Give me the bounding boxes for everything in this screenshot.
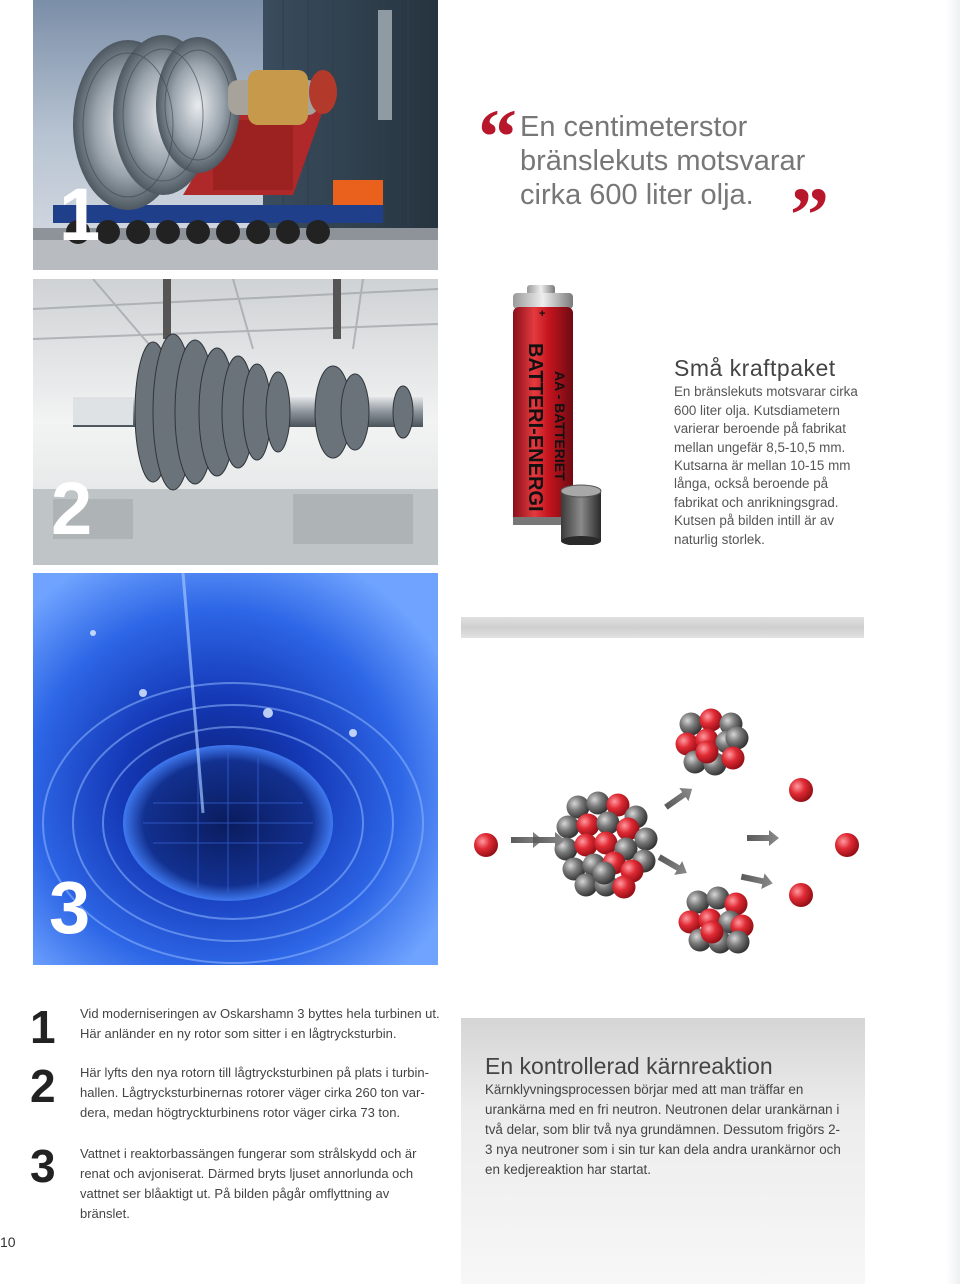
photo-number-1: 1 [59, 173, 101, 256]
caption-number-1: 1 [30, 1001, 56, 1053]
uranium-nucleus-particle [597, 812, 620, 835]
page-number: 10 [0, 1234, 16, 1250]
released-neutron [789, 778, 813, 802]
arrow-release [747, 830, 779, 846]
turbine-rotor-photo [33, 279, 438, 565]
small-power-section [674, 356, 874, 549]
caption-number-3: 3 [30, 1140, 56, 1192]
battery-plus: + [539, 308, 546, 320]
divider-bar [461, 617, 864, 638]
controlled-reaction-box [461, 1018, 865, 1284]
fission-product-top-particle [696, 741, 719, 764]
reactor-pool-photo [33, 573, 438, 965]
photo-number-2: 2 [51, 467, 93, 550]
uranium-nucleus-particle [575, 834, 598, 857]
uranium-nucleus-particle [577, 814, 600, 837]
arrow-to-bottom-fragment [655, 850, 691, 880]
battery-illustration [505, 285, 615, 545]
uranium-nucleus-particle [613, 876, 636, 899]
battery-icon [505, 285, 615, 545]
open-quote-mark: “ [478, 93, 517, 180]
released-neutron [835, 833, 859, 857]
caption-text-2: Här lyfts den nya rotorn till lågtrycksturbinen på plats i turbinhallen. Lågtrycksturbinernas rotorer väger cirka 260 ton vardera, medan högtryckturbinens rotor väger cirka 73 ton. [80, 1065, 430, 1120]
fission-diagram [461, 690, 881, 970]
caption-text-3: Vattnet i reaktorbassängen fungerar som strålskydd och är renat och avjoniserat. Därmed bryts ljuset annorlunda och vattnet ser blåaktigt ut. På bilden pågår omflyttning av bränslet. [80, 1146, 417, 1221]
incoming-neutron [474, 833, 498, 857]
uranium-nucleus-particle [587, 792, 610, 815]
fission-product-bottom-particle [727, 931, 750, 954]
caption-number-2: 2 [30, 1060, 56, 1112]
fission-product-top-particle [722, 747, 745, 770]
fission-product-top-particle [726, 727, 749, 750]
photo-1 [33, 0, 438, 270]
uranium-nucleus-particle [593, 862, 616, 885]
fission-product-top-particle [700, 709, 723, 732]
uranium-nucleus-particle [635, 828, 658, 851]
released-neutron [789, 883, 813, 907]
photo-number-3: 3 [49, 866, 91, 949]
uranium-nucleus-particle [595, 832, 618, 855]
photo-2 [33, 279, 438, 565]
battery-label-top: AA - BATTERIET [552, 371, 568, 481]
page-edge-shadow [946, 0, 960, 1284]
controlled-reaction-title: En kontrollerad kärnreaktion [485, 1053, 773, 1079]
uranium-nucleus-particle [557, 816, 580, 839]
fission-diagram-svg [461, 690, 881, 970]
caption-text-1: Vid moderniseringen av Oskarshamn 3 byttes hela turbinen ut. Här anländer en ny rotor som sitter i en lågtrycksturbin. [80, 1006, 440, 1041]
battery-label-main: BATTERI-ENERGI [524, 343, 546, 512]
controlled-reaction-body: Kärnklyvningsprocessen börjar med att man träffar en urankärna med en fri neutron. Neutronen delar urankärnan i två delar, som blir två nya grundämnen. Dessutom frigörs 2-3 nya neutroner som i sin tur kan dela andra urankärnor och en kedjereaktion har startat. [485, 1082, 841, 1177]
close-quote-mark: ” [790, 171, 829, 258]
arrow-to-top-fragment [661, 782, 696, 813]
photo-3 [33, 573, 438, 965]
fission-product-bottom-particle [701, 921, 724, 944]
arrow-release [740, 869, 775, 891]
small-power-title: Små kraftpaket [674, 355, 836, 381]
small-power-body: En bränslekuts motsvarar cirka 600 liter olja. Kutsdiametern varierar beroende på fabrikat mellan ungefär 8,5-10,5 mm. Kutsarna är mellan 10-15 mm långa, också beroende på fabrikat och anrikningsgrad. Kutsen på bilden intill är av naturlig storlek. [674, 384, 858, 547]
pull-quote-text: En centimeterstor bränslekuts motsvarar cirka 600 liter olja. [520, 111, 806, 211]
